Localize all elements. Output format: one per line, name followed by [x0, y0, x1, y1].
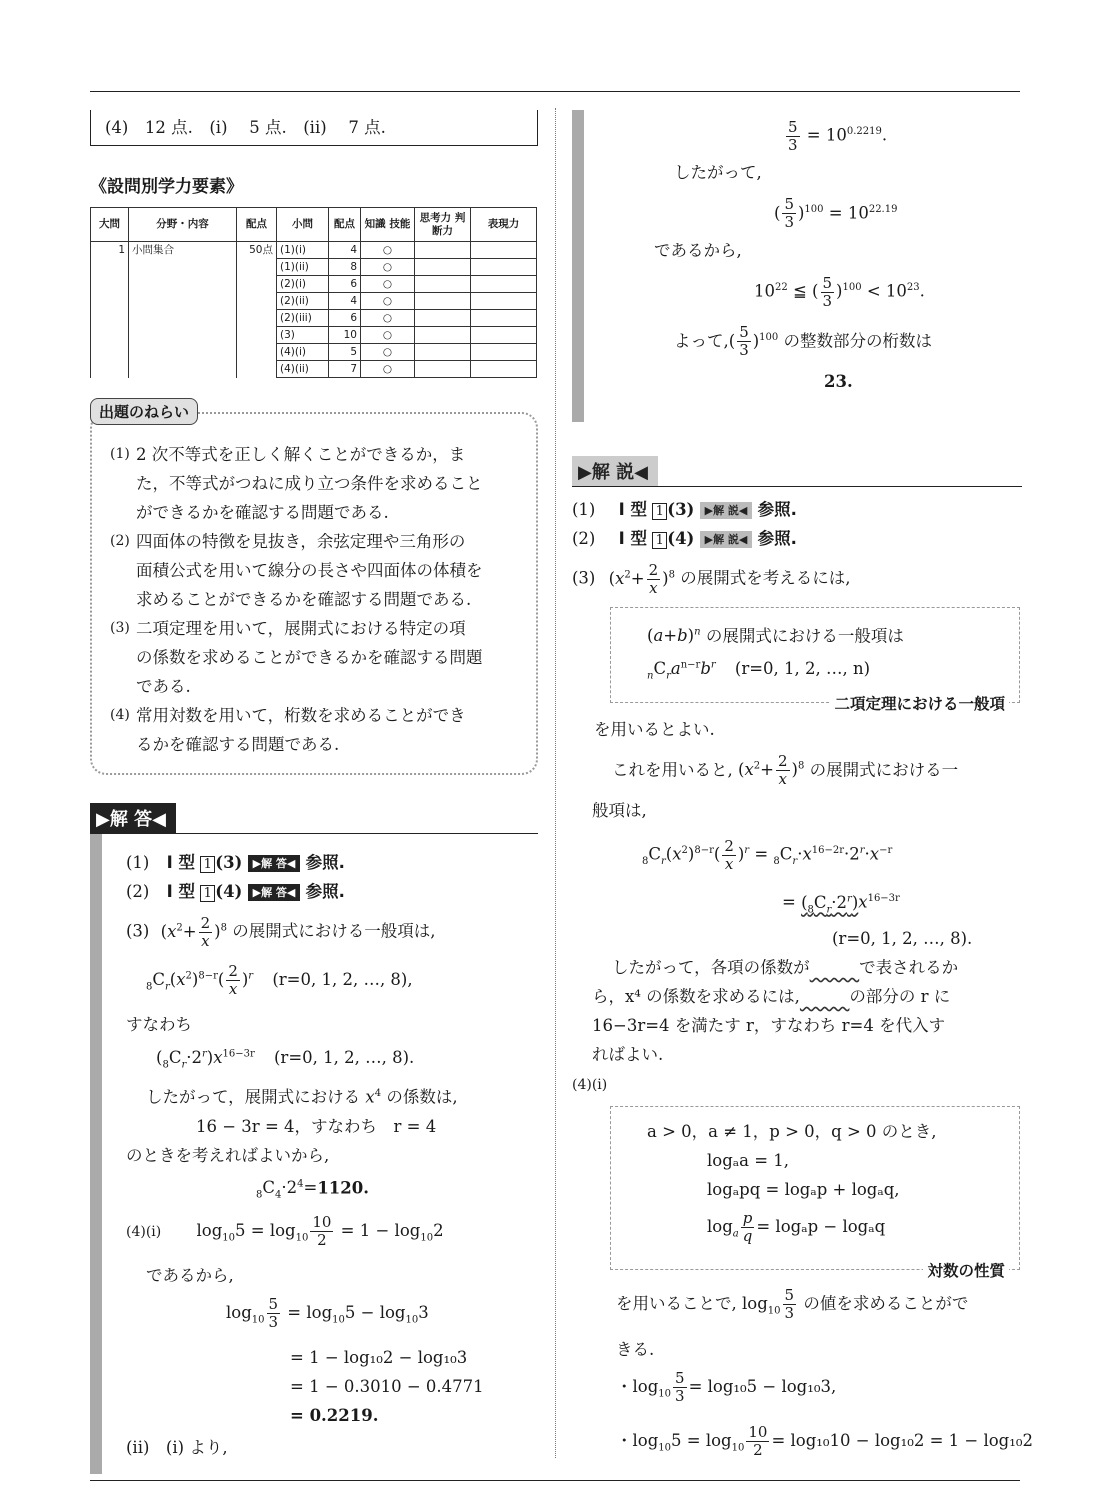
- header-sub-points: 配点: [329, 208, 361, 242]
- sub-num: (3): [667, 500, 695, 519]
- commentary-use-3: 般項は,: [592, 801, 647, 821]
- log-def-2: logₐa = 1,: [707, 1150, 790, 1170]
- cell-pts: 6: [329, 276, 361, 293]
- commentary-para-1: [572, 953, 1022, 982]
- answer-line-2: [126, 877, 538, 906]
- exponent: 23: [906, 282, 920, 293]
- cell-pts: 10: [329, 327, 361, 344]
- aim-text: 二項定理を用いて，展開式における特定の項 の係数を求めることができるかを確認する問題 である.: [136, 619, 483, 696]
- answer-text: の係数は,: [386, 1087, 458, 1107]
- cell-mark: ○: [361, 293, 415, 310]
- cell-pts: 4: [329, 293, 361, 310]
- table-header-row: [91, 208, 537, 242]
- log-def-3: logₐpq = logₐp + logₐq,: [707, 1179, 900, 1199]
- commentary-title: ▶解 説◀: [572, 456, 658, 486]
- aim-item: [110, 440, 522, 527]
- aim-num: (3): [110, 620, 130, 636]
- answer-badge: ▶解 答◀: [248, 855, 301, 872]
- answer-thus: したがって，展開式における $x^4$ の係数は,: [146, 1087, 458, 1107]
- answer-eq-r: 16 − 3r = 4，すなわち r = 4: [196, 1116, 437, 1136]
- range-text: (r=0, 1, 2, …, 8).: [274, 1047, 415, 1067]
- column-separator: [555, 108, 556, 1458]
- aim-num: (1): [110, 446, 130, 462]
- answer-term-simplified: [126, 1039, 538, 1079]
- answer-title: ▶解 答◀: [90, 803, 176, 833]
- answer-badge: ▶解 答◀: [248, 884, 301, 901]
- bottom-rule: [90, 1480, 1020, 1481]
- answer-dearukara: であるから,: [146, 1265, 234, 1285]
- ref-label: 参照.: [757, 500, 797, 519]
- answer-val-3: = 0.2219.: [290, 1405, 379, 1425]
- exponent: 22: [775, 282, 788, 293]
- commentary-use-2: これを用いると, ($x^2+$ $\frac{2}{x}$ )$^8$ の展開式における一: [612, 752, 959, 789]
- cell-q: (2)(i): [277, 276, 329, 293]
- cell-q: (1)(ii): [277, 259, 329, 276]
- commentary-para-2: [572, 982, 1022, 1011]
- cell-pts: 8: [329, 259, 361, 276]
- answer-line-4: (4)(i) $\log_{10}5 = \log_{10}$ $\frac{10}{2}$ = $1 - \log_{10}2$: [126, 1213, 444, 1250]
- ref-label: 参照.: [757, 529, 797, 548]
- header-daimon: 大問: [91, 208, 129, 242]
- cell-q: (2)(ii): [277, 293, 329, 310]
- exponent: 0.2219: [846, 126, 882, 137]
- cell-q: (1)(i): [277, 242, 329, 259]
- commentary-badge: ▶解 説◀: [700, 531, 753, 548]
- commentary-bullet-1: ・$\log_{10}$ $\frac{5}{3}$ = log₁₀5 − log₁₀3,: [616, 1369, 837, 1406]
- sub-num: (4): [667, 529, 695, 548]
- answer-line-1: [126, 848, 538, 877]
- cell-pts: 6: [329, 310, 361, 327]
- type-label: I 型: [166, 882, 196, 901]
- score-box: [90, 110, 538, 146]
- answer-num: (4)(i): [126, 1224, 162, 1241]
- def-text: の展開式における一般項は: [705, 626, 904, 645]
- answer-num: (2): [126, 882, 150, 901]
- aim-box: [90, 403, 538, 775]
- answer-text: したがって，展開式における: [146, 1087, 361, 1107]
- header-points: 配点: [237, 208, 277, 242]
- cell-pts: 4: [329, 242, 361, 259]
- type-label: I 型: [618, 500, 648, 519]
- commentary-body: [572, 487, 1033, 1471]
- cell-mark: ○: [361, 344, 415, 361]
- header-expression: 表現力: [471, 208, 537, 242]
- answer-text: の展開式における一般項は,: [232, 921, 436, 941]
- requirements-title: 《設問別学力要素》: [90, 177, 243, 197]
- binomial-expression: ($x^2+$ $\frac{2}{x}$ )$^8$: [160, 913, 227, 950]
- range-text: (r=0, 1, 2, …, 8),: [272, 970, 413, 989]
- header-shomon: 小問: [277, 208, 329, 242]
- commentary-use-5: きる.: [616, 1340, 655, 1360]
- text-yotte-label: よって,: [674, 331, 729, 350]
- commentary-text: これを用いると,: [612, 760, 733, 780]
- aim-num: (2): [110, 533, 130, 549]
- top-rule: [90, 91, 1020, 92]
- box-number: 1: [200, 885, 215, 902]
- log-def-1: a > 0，a ≠ 1，p > 0，q > 0 のとき,: [647, 1121, 937, 1141]
- commentary-line-2: [572, 524, 1022, 553]
- commentary-text: の部分の r に: [849, 986, 951, 1006]
- cell-mark: ○: [361, 242, 415, 259]
- commentary-para-3: 16−3r=4 を満たす r，すなわち r=4 を代入す: [592, 1015, 946, 1035]
- commentary-text: で表されるか: [859, 957, 959, 977]
- commentary-num: (2): [572, 529, 596, 548]
- text-shitagatte: したがって,: [674, 162, 762, 182]
- aim-num: (4): [110, 707, 130, 723]
- aim-item: [110, 701, 522, 759]
- aim-tag: 出題のねらい: [90, 398, 198, 425]
- exponent: 22.19: [868, 203, 898, 215]
- aim-item: [110, 527, 522, 614]
- sub-num: (4): [215, 882, 243, 901]
- commentary-badge: ▶解 説◀: [700, 502, 753, 519]
- text-yotte: よって,( $\frac{5}{3}$ )$^{100}$ の整数部分の桁数は: [674, 323, 933, 359]
- log-caption: 対数の性質: [923, 1259, 1009, 1281]
- cell-mark: ○: [361, 361, 415, 378]
- cell-mark: ○: [361, 310, 415, 327]
- commentary-num: (1): [572, 500, 596, 519]
- score-text: (4) 12 点. (i) 5 点. (ii) 7 点.: [105, 118, 386, 137]
- header-thinking: 思考力 判断力: [415, 208, 471, 242]
- box-number: 1: [652, 532, 667, 549]
- cell-mark: ○: [361, 276, 415, 293]
- commentary-line-3: (3) ($x^2+$ $\frac{2}{x}$ )$^8$ の展開式を考えるには,: [572, 560, 851, 597]
- answer-continued: [572, 110, 1022, 422]
- def-range: (r=0, 1, 2, …, n): [734, 658, 871, 678]
- cell-q: (4)(i): [277, 344, 329, 361]
- commentary-expansion: $_8C_r(x^2)^{8-r}$( $\frac{2}{x}$ )$^r = _8C_r\cdot x^{16-2r}\cdot 2^r\cdot x^{-r}$: [642, 836, 893, 873]
- aim-text: 2 次不等式を正しく解くことができるか，ま た，不等式がつねに成り立つ条件を求めること ができるかを確認する問題である.: [136, 445, 483, 522]
- requirements-table: [90, 207, 537, 378]
- commentary-header: [572, 456, 1022, 486]
- sub-num: (3): [215, 853, 243, 872]
- digits-text: の整数部分の桁数は: [783, 331, 933, 350]
- type-label: I 型: [618, 529, 648, 548]
- cell-pts: 7: [329, 361, 361, 378]
- answer-sunawachi: すなわち: [126, 1015, 192, 1035]
- result-value: 1120.: [317, 1178, 369, 1198]
- commentary-bullet-2: ・$\log_{10}5 = \log_{10}$ $\frac{10}{2}$ = log₁₀10 − log₁₀2 = 1 − log₁₀2: [616, 1422, 1033, 1459]
- commentary-para-4: ればよい.: [592, 1044, 664, 1064]
- commentary-text: を用いることで,: [616, 1294, 737, 1314]
- commentary-use-4: を用いることで, $\log_{10}$ $\frac{5}{3}$ の値を求めることがで: [616, 1286, 969, 1323]
- general-term-formula: $_8C_r(x^2)^{8-r}$( $\frac{2}{x}$ )$^r$: [146, 962, 254, 998]
- commentary-num: (4)(i): [572, 1076, 608, 1093]
- bullet-text: = log₁₀10 − log₁₀2 = 1 − log₁₀2: [771, 1430, 1033, 1450]
- answer-num: (1): [126, 853, 150, 872]
- answer-body: [90, 834, 538, 1474]
- cell-q: (2)(iii): [277, 310, 329, 327]
- def-line-2: $_nC_ra^{n-r}b^r$ (r=0, 1, 2, …, n): [647, 658, 871, 681]
- commentary-num: (3): [572, 568, 596, 588]
- log-properties-box: [610, 1106, 1020, 1281]
- log-def-4: $\log_a$ $\frac{p}{q}$ = logₐp − logₐq: [707, 1208, 886, 1245]
- answer-consider: のときを考えればよいから,: [126, 1145, 330, 1165]
- answer-line-3: [126, 906, 538, 954]
- answer-general-term: [126, 954, 538, 1011]
- commentary-text: ら，x⁴ の係数を求めるには,: [592, 986, 800, 1006]
- header-field: 分野・内容: [129, 208, 237, 242]
- commentary-text: の展開式を考えるには,: [680, 568, 851, 588]
- answer-val-2: = 1 − 0.3010 − 0.4771: [290, 1376, 484, 1396]
- text-dearukara: であるから,: [654, 241, 742, 260]
- aim-text: 四面体の特徴を見抜き，余弦定理や三角形の 面積公式を用いて線分の長さや四面体の体積を 求めることができるかを確認する問題である.: [136, 532, 483, 609]
- answer-log-frac: $\log_{10}$ $\frac{5}{3}$ = $\log_{10}5 - \log_{10}3$: [226, 1294, 429, 1331]
- cell-field: 小問集合: [129, 242, 237, 378]
- box-number: 1: [652, 503, 667, 520]
- log-def-text: = logₐp − logₐq: [756, 1216, 886, 1236]
- answer-header: [90, 803, 538, 833]
- commentary-expansion-2: = $(_8C_r\cdot 2^r)x^{16-3r}$: [782, 892, 900, 915]
- cell-daimon: 1: [91, 242, 129, 378]
- ref-label: 参照.: [305, 853, 345, 872]
- def-line-1: $(a+b)^n$ の展開式における一般項は: [647, 626, 904, 645]
- table-row: [91, 242, 537, 259]
- cell-points: 50点: [237, 242, 277, 378]
- answer-num: (3): [126, 921, 150, 941]
- answer-result: $_8C_4\cdot 2^4=1120$.: [256, 1178, 369, 1201]
- bullet-text: = log₁₀5 − log₁₀3,: [688, 1377, 837, 1397]
- commentary-use-1: を用いるとよい.: [594, 719, 715, 739]
- answer-ii: (ii) (i) より,: [126, 1437, 228, 1457]
- cell-mark: ○: [361, 327, 415, 344]
- eq-power-100: ( $\frac{5}{3}$ )$^{100} = 10^{22.19}$: [774, 195, 898, 231]
- commentary-range: (r=0, 1, 2, …, 8).: [832, 928, 973, 948]
- commentary-text: したがって，各項の係数が: [612, 957, 810, 977]
- cell-q: (3): [277, 327, 329, 344]
- type-label: I 型: [166, 853, 196, 872]
- simplified-term: $(_8C_r\cdot 2^r)x^{16-3r}$: [156, 1047, 255, 1071]
- ref-label: 参照.: [305, 882, 345, 901]
- aim-item: [110, 614, 522, 701]
- commentary-line-1: [572, 495, 1022, 524]
- cell-pts: 5: [329, 344, 361, 361]
- binomial-definition-box: [610, 607, 1020, 713]
- commentary-line-4: [572, 1069, 1022, 1100]
- digits-result: 23.: [824, 372, 853, 391]
- right-column: [572, 110, 1033, 1471]
- left-column: [90, 110, 538, 1474]
- commentary-text: の展開式における一: [809, 760, 959, 780]
- commentary-text: の値を求めることがで: [803, 1294, 969, 1314]
- eq-inequality: $10^{22}$ ≦ ( $\frac{5}{3}$ )$^{100} < 10^{23}$.: [754, 273, 925, 310]
- cell-q: (4)(ii): [277, 361, 329, 378]
- cell-mark: ○: [361, 259, 415, 276]
- answer-val-1: = 1 − log₁₀2 − log₁₀3: [290, 1347, 468, 1367]
- eq-five-thirds: $\frac{5}{3}$ = $10^{0.2219}$.: [788, 117, 888, 154]
- box-number: 1: [200, 856, 215, 873]
- header-knowledge: 知識 技能: [361, 208, 415, 242]
- binomial-caption: 二項定理における一般項: [830, 692, 1009, 714]
- aim-text: 常用対数を用いて，桁数を求めることができ るかを確認する問題である.: [136, 706, 466, 754]
